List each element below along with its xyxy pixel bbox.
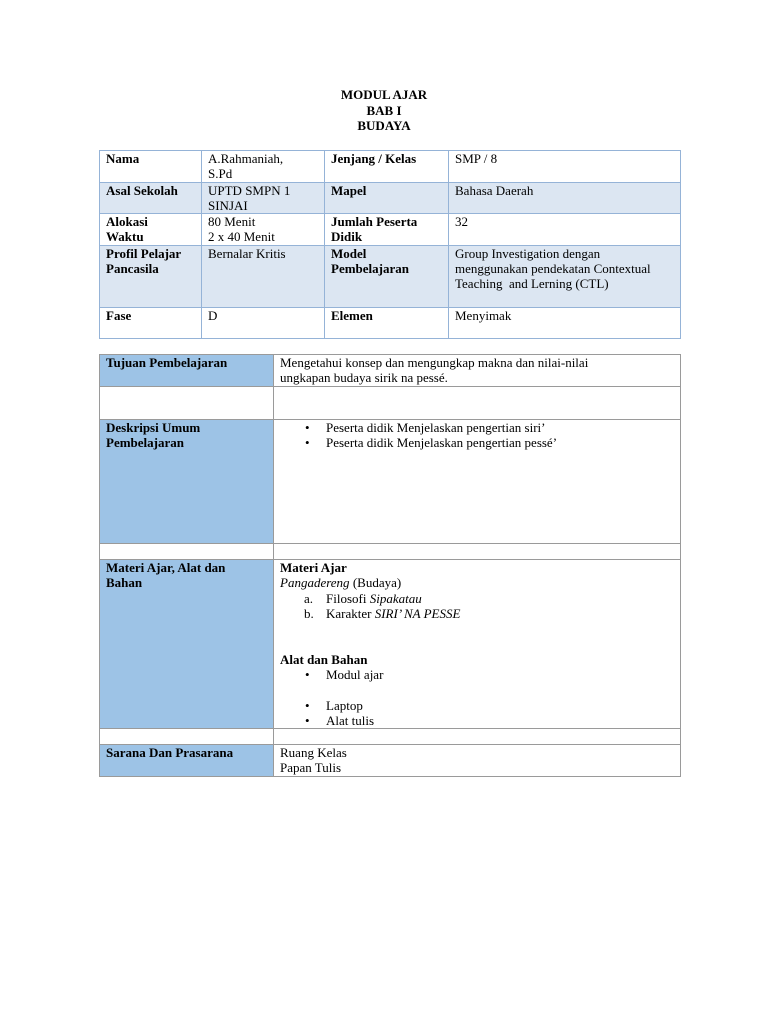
plan-label-cell — [100, 355, 274, 387]
plan-label-cell — [100, 560, 274, 729]
materi-list-item — [280, 606, 674, 621]
identity-value-cell — [449, 308, 681, 339]
identity-value-text: D — [208, 308, 218, 323]
materi-intro — [280, 575, 674, 590]
identity-value-text: menggunakan pendekatan Contextual — [455, 261, 651, 276]
identity-value-cell — [202, 151, 325, 183]
identity-label-cell — [100, 214, 202, 246]
identity-label-cell — [100, 246, 202, 308]
identity-label-cell — [325, 246, 449, 308]
plan-row-empty — [100, 729, 681, 745]
identity-label-text: Elemen — [331, 308, 373, 323]
identity-row-profile — [100, 246, 681, 308]
materi-intro-italic: Pangadereng — [280, 575, 350, 591]
plan-table — [99, 354, 681, 777]
identity-label-cell — [325, 308, 449, 339]
identity-table — [99, 150, 681, 339]
identity-label-text: Didik — [331, 229, 363, 244]
identity-label-cell — [325, 214, 449, 246]
document-title-block — [0, 87, 768, 134]
identity-row-school — [100, 183, 681, 214]
facility-item: Ruang Kelas — [280, 745, 347, 760]
identity-value-text: Bernalar Kritis — [208, 246, 286, 261]
identity-label-text: Pembelajaran — [331, 261, 409, 276]
identity-row-name — [100, 151, 681, 183]
empty-cell — [274, 387, 681, 420]
materi-item-italic: Sipakatau — [369, 590, 422, 606]
identity-value-text: SINJAI — [208, 198, 248, 213]
identity-label-text: Nama — [106, 151, 140, 166]
identity-value-text: Menyimak — [455, 308, 512, 323]
identity-label-cell — [325, 151, 449, 183]
facility-item: Papan Tulis — [280, 760, 342, 776]
identity-value-text: A.Rahmaniah, — [208, 151, 284, 166]
materi-item-text: Karakter — [326, 605, 375, 621]
identity-value-text: Teaching and Lerning (CTL) — [455, 276, 609, 291]
identity-label-cell — [100, 183, 202, 214]
document-chapter: BAB I — [366, 102, 402, 118]
plan-row-facilities — [100, 745, 681, 777]
identity-value-cell — [202, 246, 325, 308]
identity-row-phase — [100, 308, 681, 339]
identity-value-cell — [449, 246, 681, 308]
tools-heading: Alat dan Bahan — [280, 651, 368, 667]
materials-label: Bahan — [106, 575, 143, 591]
identity-value-text: Group Investigation dengan — [455, 246, 601, 261]
identity-label-text: Mapel — [331, 183, 367, 198]
objective-text: ungkapan budaya sirik na pessé. — [280, 370, 448, 386]
bullet-list-item: • Peserta didik Menjelaskan pengertian pessé’ — [280, 435, 674, 450]
bullet-list-item: • Modul ajar — [280, 667, 674, 682]
document-theme: BUDAYA — [357, 118, 411, 133]
materi-item-text: Filosofi — [326, 590, 370, 606]
identity-label-text: Asal Sekolah — [106, 183, 178, 198]
bullet-list-item: • Laptop — [280, 698, 674, 713]
empty-cell — [100, 387, 274, 420]
identity-value-cell — [202, 183, 325, 214]
identity-value-cell — [449, 151, 681, 183]
identity-label-cell — [325, 183, 449, 214]
plan-row-objective — [100, 355, 681, 387]
identity-value-text: SMP / 8 — [455, 151, 498, 166]
identity-label-text: Waktu — [106, 229, 144, 244]
plan-content-cell — [274, 355, 681, 387]
identity-label-text: Pancasila — [106, 261, 159, 276]
materi-item-italic: SIRI’ NA PESSE — [374, 605, 461, 621]
description-label: Pembelajaran — [106, 435, 184, 451]
identity-value-text: S.Pd — [208, 166, 233, 181]
identity-row-time — [100, 214, 681, 246]
materials-label: Materi Ajar, Alat dan — [106, 560, 226, 575]
empty-cell — [274, 729, 681, 745]
plan-row-empty — [100, 544, 681, 560]
identity-value-text: Bahasa Daerah — [455, 183, 534, 198]
plan-content-cell — [274, 745, 681, 777]
identity-value-cell — [449, 183, 681, 214]
document-title: MODUL AJAR — [340, 87, 428, 102]
empty-cell — [274, 544, 681, 560]
identity-value-text: UPTD SMPN 1 — [208, 183, 291, 198]
identity-value-cell — [202, 214, 325, 246]
identity-label-text: Jumlah Peserta — [331, 214, 418, 229]
bullet-list-item: • Alat tulis — [280, 713, 674, 728]
plan-row-description — [100, 420, 681, 544]
objective-text: Mengetahui konsep dan mengungkap makna dan nilai-nilai — [280, 355, 589, 370]
identity-value-cell — [202, 308, 325, 339]
materi-list-item — [280, 591, 674, 606]
bullet-list-item: • Peserta didik Menjelaskan pengertian siri’ — [280, 420, 674, 435]
empty-cell — [100, 729, 274, 745]
plan-content-cell — [274, 420, 681, 544]
plan-row-materials — [100, 560, 681, 729]
identity-value-text: 32 — [455, 214, 468, 229]
plan-label-cell — [100, 420, 274, 544]
identity-label-text: Alokasi — [106, 214, 148, 229]
materi-intro-rest: (Budaya) — [349, 575, 402, 591]
description-label: Deskripsi Umum — [106, 420, 201, 435]
identity-label-text: Model — [331, 246, 367, 261]
identity-label-text: Fase — [106, 308, 132, 323]
identity-label-cell — [100, 151, 202, 183]
plan-row-empty — [100, 387, 681, 420]
materi-heading: Materi Ajar — [280, 560, 347, 575]
plan-content-cell — [274, 560, 681, 729]
identity-label-text: Jenjang / Kelas — [331, 151, 417, 166]
identity-label-text: Profil Pelajar — [106, 246, 182, 261]
identity-value-text: 2 x 40 Menit — [208, 229, 275, 244]
list-marker: a. — [304, 590, 314, 606]
identity-value-cell — [449, 214, 681, 246]
list-marker: b. — [304, 605, 314, 621]
identity-label-cell — [100, 308, 202, 339]
plan-label-cell — [100, 745, 274, 777]
empty-cell — [100, 544, 274, 560]
objective-label: Tujuan Pembelajaran — [106, 355, 228, 370]
facilities-label: Sarana Dan Prasarana — [106, 745, 234, 760]
identity-value-text: 80 Menit — [208, 214, 256, 229]
